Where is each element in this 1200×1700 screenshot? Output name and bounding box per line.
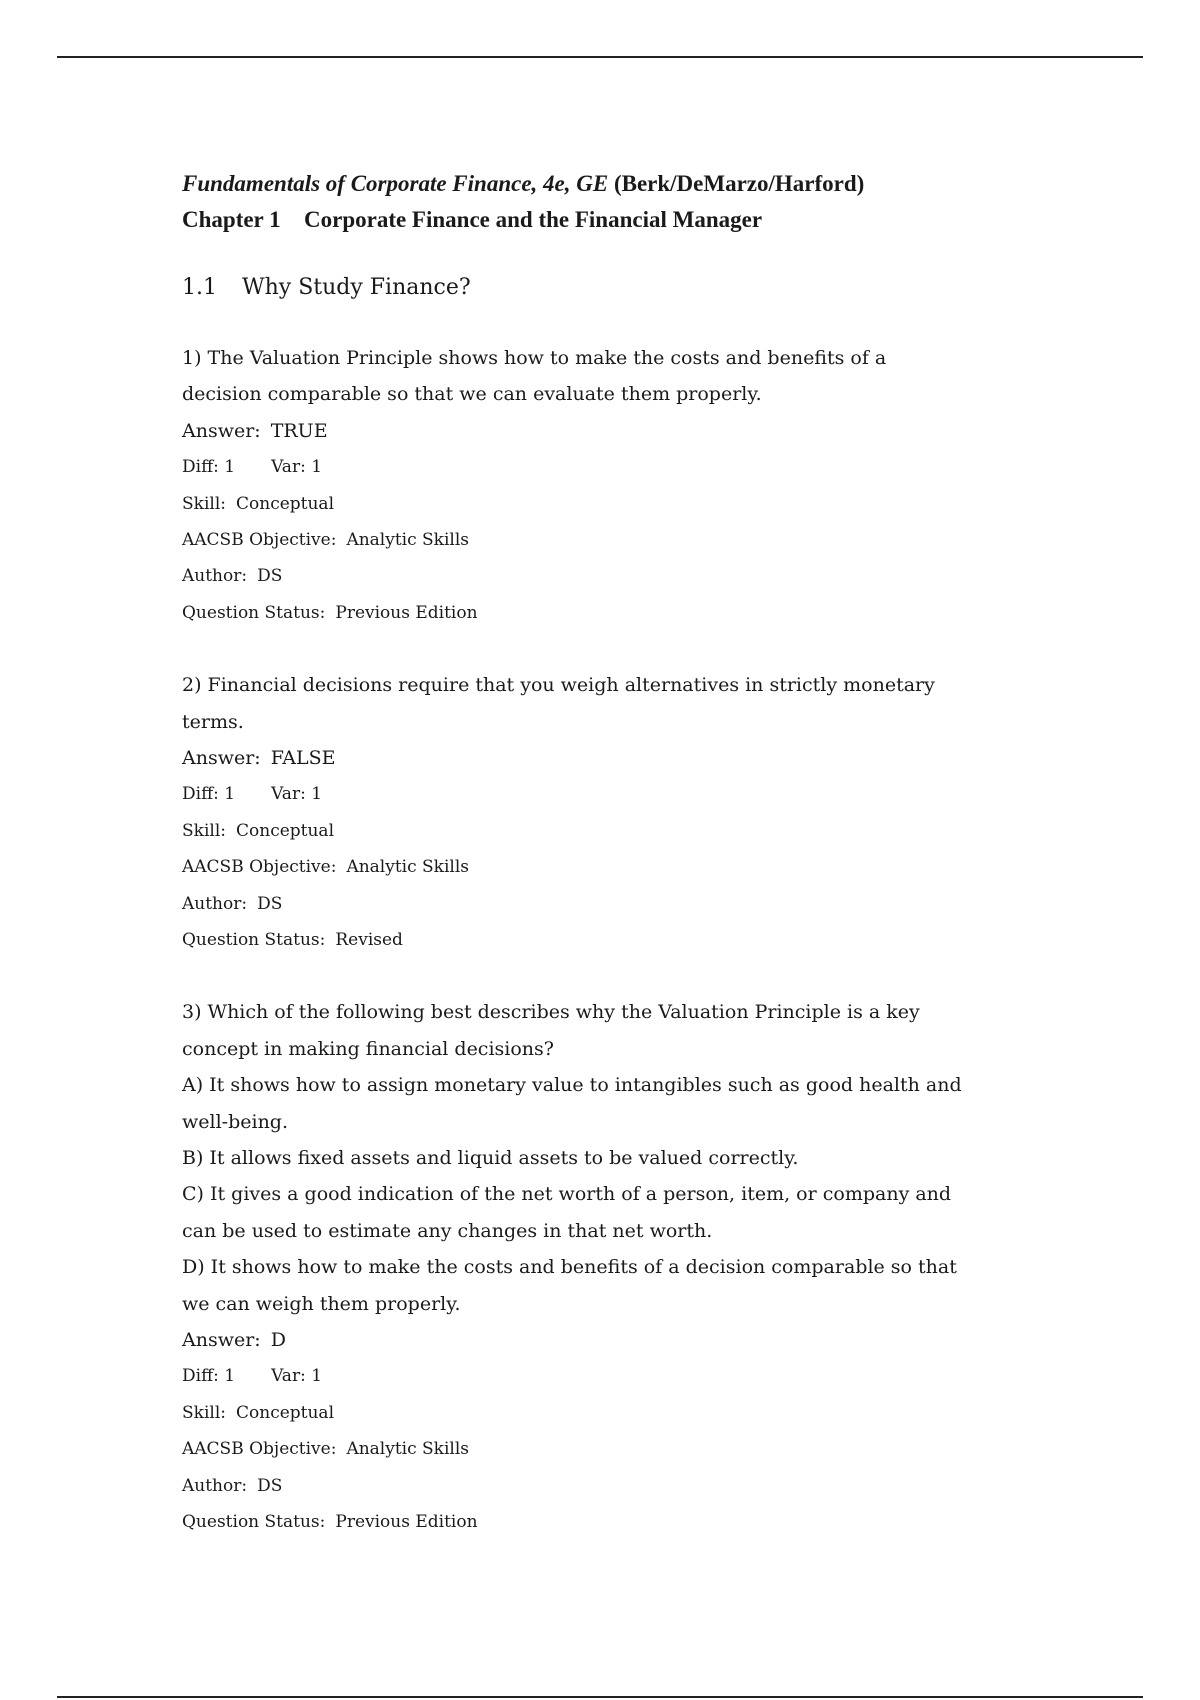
skill-line	[182, 813, 1032, 849]
answer-label: Answer:	[182, 746, 261, 769]
skill-label: Skill:	[182, 1402, 226, 1423]
author-value: DS	[257, 893, 283, 914]
status-value: Previous Edition	[335, 602, 478, 623]
answer-label: Answer:	[182, 419, 261, 442]
skill-value: Conceptual	[236, 820, 335, 841]
diff-value: Diff: 1	[182, 457, 236, 478]
option-a-cont: well-being.	[182, 1110, 289, 1133]
chapter-title: Corporate Finance and the Financial Manager	[304, 207, 763, 232]
book-title: Fundamentals of Corporate Finance, 4e, GE	[182, 171, 609, 196]
author-value: DS	[257, 566, 283, 587]
status-value: Revised	[335, 929, 403, 950]
aacsb-line	[182, 522, 1032, 558]
book-authors: (Berk/DeMarzo/Harford)	[613, 171, 865, 196]
status-line	[182, 1504, 1032, 1540]
difficulty-line	[182, 776, 1032, 812]
skill-line	[182, 486, 1032, 522]
top-rule	[57, 56, 1143, 58]
question-stem	[182, 994, 1032, 1322]
status-label: Question Status:	[182, 929, 326, 950]
section-title: Why Study Finance?	[242, 275, 471, 300]
option-c-cont: can be used to estimate any changes in that net worth.	[182, 1219, 713, 1242]
var-value: Var: 1	[271, 1366, 323, 1387]
option-c: C) It gives a good indication of the net worth of a person, item, or company and	[182, 1183, 952, 1206]
answer-line	[182, 413, 1032, 449]
stem-line: 1) The Valuation Principle shows how to make the costs and benefits of a	[182, 347, 887, 369]
aacsb-value: Analytic Skills	[346, 529, 470, 550]
aacsb-line	[182, 849, 1032, 885]
answer-label: Answer:	[182, 1328, 261, 1351]
answer-value: FALSE	[270, 746, 336, 769]
status-value: Previous Edition	[335, 1511, 478, 1532]
var-value: Var: 1	[271, 784, 323, 805]
diff-value: Diff: 1	[182, 784, 236, 805]
aacsb-value: Analytic Skills	[346, 857, 470, 878]
skill-label: Skill:	[182, 820, 226, 841]
chapter-label: Chapter 1	[182, 207, 281, 232]
stem-line: 2) Financial decisions require that you weigh alternatives in strictly monetary	[182, 674, 935, 697]
var-value: Var: 1	[271, 457, 323, 478]
skill-value: Conceptual	[236, 1402, 335, 1423]
status-label: Question Status:	[182, 602, 326, 623]
author-line	[182, 558, 1032, 594]
answer-value: D	[270, 1328, 286, 1351]
question-2	[182, 667, 1032, 958]
author-label: Author:	[182, 566, 248, 587]
stem-line: terms.	[182, 710, 244, 733]
stem-line: 3) Which of the following best describes why the Valuation Principle is a key	[182, 1001, 920, 1024]
question-stem	[182, 340, 1032, 413]
question-3	[182, 994, 1032, 1540]
section-number: 1.1	[182, 275, 217, 300]
difficulty-line	[182, 1358, 1032, 1394]
aacsb-label: AACSB Objective:	[182, 529, 337, 550]
answer-line	[182, 740, 1032, 776]
status-line	[182, 922, 1032, 958]
status-label: Question Status:	[182, 1511, 326, 1532]
author-line	[182, 1468, 1032, 1504]
author-line	[182, 886, 1032, 922]
aacsb-label: AACSB Objective:	[182, 1439, 337, 1460]
skill-label: Skill:	[182, 493, 226, 514]
author-label: Author:	[182, 1475, 248, 1496]
book-title-line	[182, 166, 1032, 202]
skill-value: Conceptual	[236, 493, 335, 514]
option-b: B) It allows fixed assets and liquid assets to be valued correctly.	[182, 1146, 799, 1169]
difficulty-line	[182, 449, 1032, 485]
option-d: D) It shows how to make the costs and benefits of a decision comparable so that	[182, 1256, 957, 1279]
aacsb-line	[182, 1431, 1032, 1467]
stem-line: decision comparable so that we can evaluate them properly.	[182, 383, 762, 406]
bottom-rule	[57, 1696, 1143, 1698]
document-body	[182, 166, 1032, 1540]
skill-line	[182, 1395, 1032, 1431]
option-d-cont: we can weigh them properly.	[182, 1292, 461, 1315]
aacsb-label: AACSB Objective:	[182, 857, 337, 878]
answer-value: TRUE	[270, 419, 328, 442]
aacsb-value: Analytic Skills	[346, 1439, 470, 1460]
option-a: A) It shows how to assign monetary value to intangibles such as good health and	[182, 1074, 962, 1097]
status-line	[182, 595, 1032, 631]
diff-value: Diff: 1	[182, 1366, 236, 1387]
section-heading	[182, 270, 1032, 306]
question-1	[182, 340, 1032, 631]
question-stem	[182, 667, 1032, 740]
author-value: DS	[257, 1475, 283, 1496]
chapter-heading	[182, 202, 1032, 238]
author-label: Author:	[182, 893, 248, 914]
stem-line: concept in making financial decisions?	[182, 1037, 554, 1060]
answer-line	[182, 1322, 1032, 1358]
